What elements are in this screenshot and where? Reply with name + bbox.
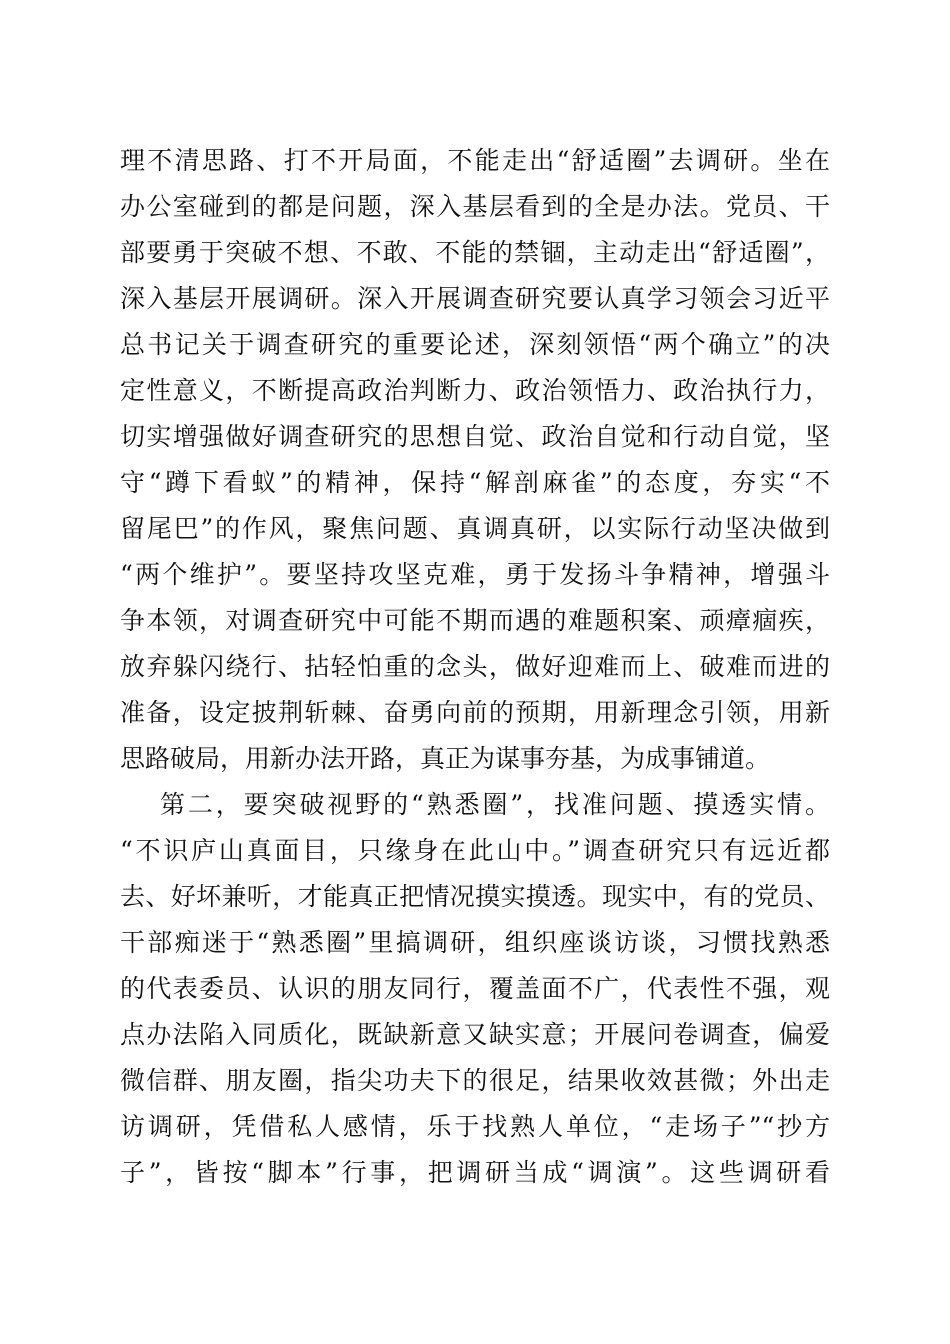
- paragraph-end-line: 思路破局，用新办法开路，真正为谋事夯基，为成事铺道。: [120, 744, 771, 773]
- text-line: 争本领，对调查研究中可能不期而遇的难题积案、顽瘴痼疾，: [120, 606, 830, 635]
- text-line: 子”，皆按“脚本”行事，把调研当成“调演”。这些调研看: [120, 1158, 830, 1187]
- text-line: “不识庐山真面目，只缘身在此山中。”调查研究只有远近都: [120, 836, 830, 865]
- text-line: 访调研，凭借私人感情，乐于找熟人单位，“走场子”“抄方: [120, 1112, 830, 1141]
- text-line: 理不清思路、打不开局面，不能走出“舒适圈”去调研。坐在: [120, 146, 830, 175]
- text-line: 留尾巴”的作风，聚焦问题、真调真研，以实际行动坚决做到: [120, 514, 830, 543]
- text-line: 点办法陷入同质化，既缺新意又缺实意；开展问卷调查，偏爱: [120, 1020, 830, 1049]
- text-line: 总书记关于调查研究的重要论述，深刻领悟“两个确立”的决: [120, 330, 830, 359]
- text-line: 切实增强做好调查研究的思想自觉、政治自觉和行动自觉，坚: [120, 422, 830, 451]
- text-line: 定性意义，不断提高政治判断力、政治领悟力、政治执行力，: [120, 376, 830, 405]
- text-line: 放弃躲闪绕行、拈轻怕重的念头，做好迎难而上、破难而进的: [120, 652, 830, 681]
- text-line: 微信群、朋友圈，指尖功夫下的很足，结果收效甚微；外出走: [120, 1066, 830, 1095]
- text-line: 干部痴迷于“熟悉圈”里搞调研，组织座谈访谈，习惯找熟悉: [120, 928, 830, 957]
- body-text: [120, 138, 830, 1196]
- text-line: “两个维护”。要坚持攻坚克难，勇于发扬斗争精神，增强斗: [120, 560, 830, 589]
- text-line: 部要勇于突破不想、不敢、不能的禁锢，主动走出“舒适圈”，: [120, 238, 830, 267]
- section-heading-line: 第二，要突破视野的“熟悉圈”，找准问题、摸透实情。: [160, 790, 830, 819]
- text-line: 去、好坏兼听，才能真正把情况摸实摸透。现实中，有的党员、: [120, 882, 830, 911]
- text-line: 深入基层开展调研。深入开展调查研究要认真学习领会习近平: [120, 284, 830, 313]
- text-line: 准备，设定披荆斩棘、奋勇向前的预期，用新理念引领，用新: [120, 698, 830, 727]
- text-line: 守“蹲下看蚁”的精神，保持“解剖麻雀”的态度，夯实“不: [120, 468, 830, 497]
- text-line: 办公室碰到的都是问题，深入基层看到的全是办法。党员、干: [120, 192, 830, 221]
- text-line: 的代表委员、认识的朋友同行，覆盖面不广，代表性不强，观: [120, 974, 830, 1003]
